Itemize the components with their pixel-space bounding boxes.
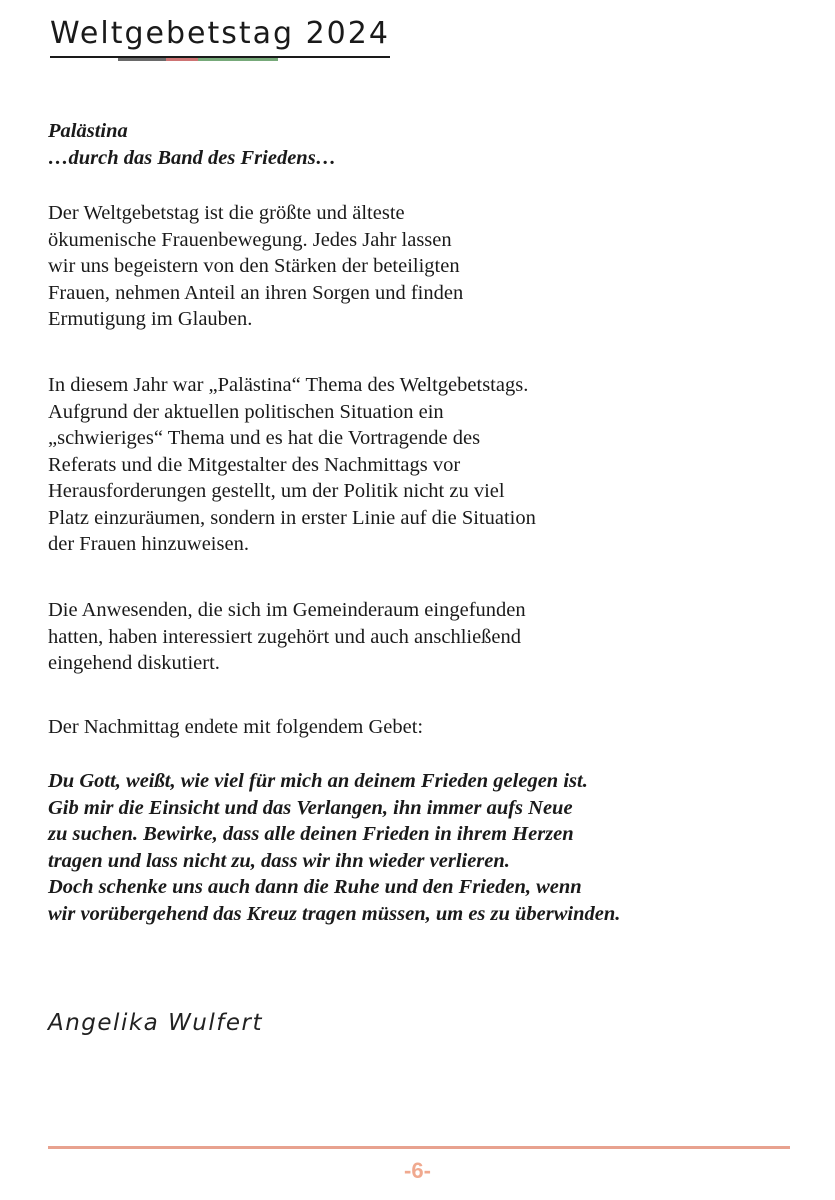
text-line: Der Weltgebetstag ist die größte und älteste <box>48 202 405 224</box>
text-line: Referats und die Mitgestalter des Nachmittags vor <box>48 453 461 476</box>
text-line: Frauen, nehmen Anteil an ihren Sorgen und finden <box>48 281 464 304</box>
paragraph-closing <box>48 714 788 741</box>
prayer-line: wir vorübergehend das Kreuz tragen müssen, um es zu überwinden. <box>48 902 621 925</box>
text-line: In diesem Jahr war „Palästina“ Thema des Weltgebetstags. <box>48 374 529 396</box>
prayer-line: Du Gott, weißt, wie viel für mich an deinem Frieden gelegen ist. <box>48 770 588 792</box>
text-line: „schwieriges“ Thema und es hat die Vortragende des <box>48 427 481 449</box>
subtitle-topic: Palästina <box>48 120 128 142</box>
text-line: der Frauen hinzuweisen. <box>48 533 249 555</box>
page-title: Weltgebetstag 2024 <box>50 14 390 58</box>
title-accent-stroke <box>118 58 278 61</box>
text-line: Ermutigung im Glauben. <box>48 308 253 330</box>
text-line: hatten, haben interessiert zugehört und auch anschließend <box>48 625 522 648</box>
text-line: Der Nachmittag endete mit folgendem Gebet: <box>48 716 424 738</box>
prayer-text <box>48 768 788 927</box>
footer-divider <box>48 1146 790 1149</box>
prayer-line: zu suchen. Bewirke, dass alle deinen Frieden in ihrem Herzen <box>48 823 574 845</box>
text-line: Aufgrund der aktuellen politischen Situation ein <box>48 400 444 423</box>
paragraph-theme <box>48 372 788 558</box>
prayer-line: Doch schenke uns auch dann die Ruhe und den Frieden, wenn <box>48 876 582 898</box>
subtitle-motto: …durch das Band des Friedens… <box>48 146 337 169</box>
page-number: -6- <box>404 1158 431 1183</box>
prayer-line: tragen und lass nicht zu, dass wir ihn wieder verlieren. <box>48 849 510 872</box>
text-line: Platz einzuräumen, sondern in erster Linie auf die Situation <box>48 506 536 529</box>
text-line: Die Anwesenden, die sich im Gemeinderaum eingefunden <box>48 599 526 621</box>
text-line: wir uns begeistern von den Stärken der beteiligten <box>48 255 460 277</box>
author-signature: Angelika Wulfert <box>48 1010 263 1036</box>
article-subtitle <box>48 118 788 171</box>
paragraph-intro <box>48 200 788 333</box>
text-line: ökumenische Frauenbewegung. Jedes Jahr lassen <box>48 228 452 251</box>
text-line: Herausforderungen gestellt, um der Politik nicht zu viel <box>48 480 505 502</box>
prayer-line: Gib mir die Einsicht und das Verlangen, ihn immer aufs Neue <box>48 796 573 819</box>
text-line: eingehend diskutiert. <box>48 652 220 674</box>
paragraph-attendees <box>48 597 788 677</box>
